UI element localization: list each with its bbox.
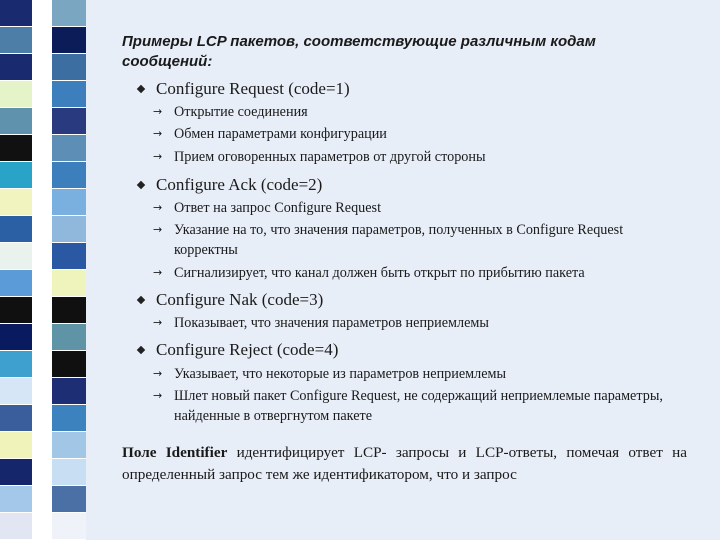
sidebar-block bbox=[0, 324, 32, 351]
identifier-field-label: Поле Identifier bbox=[122, 444, 228, 461]
sidebar-block bbox=[0, 108, 32, 135]
diamond-bullet-icon bbox=[137, 181, 145, 189]
arrow-bullet-icon: → bbox=[153, 389, 163, 402]
sidebar-block bbox=[52, 135, 86, 162]
sidebar-block bbox=[0, 486, 32, 513]
sidebar-block bbox=[0, 270, 32, 297]
sidebar-block bbox=[52, 54, 86, 81]
arrow-bullet-icon: → bbox=[153, 127, 163, 140]
arrow-bullet-icon: → bbox=[153, 223, 163, 236]
sidebar-block bbox=[52, 459, 86, 486]
sidebar-block bbox=[0, 216, 32, 243]
sidebar-block bbox=[0, 135, 32, 162]
identifier-description: идентифицирует LCP- запросы и LCP-ответы, помечая ответ на определенный запрос тем же идентификатором, что и запрос bbox=[122, 444, 687, 483]
sidebar-block bbox=[52, 297, 86, 324]
sidebar-block bbox=[52, 378, 86, 405]
sidebar-block bbox=[0, 54, 32, 81]
diamond-bullet-icon bbox=[137, 346, 145, 354]
sidebar-block bbox=[0, 0, 32, 27]
section-header-configure-nak: Configure Nak (code=3) bbox=[156, 290, 323, 310]
sidebar-block bbox=[0, 351, 32, 378]
list-item: → Шлет новый пакет Configure Request, не содержащий неприемлемые параметры, найденные в отвергнутом пакете bbox=[153, 388, 663, 424]
sidebar-block bbox=[52, 351, 86, 378]
sidebar-block bbox=[52, 216, 86, 243]
diamond-bullet-icon bbox=[137, 296, 145, 304]
list-item: → Обмен параметрами конфигурации bbox=[153, 126, 387, 142]
identifier-paragraph bbox=[122, 442, 687, 486]
arrow-bullet-icon: → bbox=[153, 367, 163, 380]
section-header-configure-ack: Configure Ack (code=2) bbox=[156, 175, 322, 195]
list-item: → Показывает, что значения параметров неприемлемы bbox=[153, 315, 489, 331]
sidebar-block bbox=[52, 0, 86, 27]
list-item: → Сигнализирует, что канал должен быть открыт по прибытию пакета bbox=[153, 265, 585, 281]
list-item: → Ответ на запрос Configure Request bbox=[153, 200, 382, 216]
sidebar-block bbox=[52, 243, 86, 270]
section-header-configure-reject: Configure Reject (code=4) bbox=[156, 340, 338, 360]
arrow-bullet-icon: → bbox=[153, 266, 163, 279]
sidebar-block bbox=[52, 432, 86, 459]
sidebar-gap bbox=[32, 0, 52, 540]
sidebar-block bbox=[0, 27, 32, 54]
arrow-bullet-icon: → bbox=[153, 150, 163, 163]
sidebar-block bbox=[0, 162, 32, 189]
arrow-bullet-icon: → bbox=[153, 105, 163, 118]
sidebar-block bbox=[52, 189, 86, 216]
sidebar-block bbox=[0, 81, 32, 108]
list-item: → Указание на то, что значения параметров, полученных в Configure Request корректны bbox=[153, 222, 624, 258]
slide-title: Примеры LCP пакетов, соответствующие различным кодам сообщений: bbox=[122, 33, 596, 70]
sidebar-block bbox=[52, 486, 86, 513]
sidebar-block bbox=[52, 405, 86, 432]
diamond-bullet-icon bbox=[137, 85, 145, 93]
sidebar-block bbox=[0, 378, 32, 405]
decorative-sidebar bbox=[0, 0, 86, 540]
arrow-bullet-icon: → bbox=[153, 316, 163, 329]
sidebar-block bbox=[52, 27, 86, 54]
sidebar-block bbox=[0, 243, 32, 270]
sidebar-block bbox=[52, 81, 86, 108]
sidebar-block bbox=[52, 513, 86, 540]
sidebar-block bbox=[0, 513, 32, 540]
sidebar-block bbox=[52, 108, 86, 135]
list-item: → Открытие соединения bbox=[153, 104, 308, 120]
list-item: → Указывает, что некоторые из параметров неприемлемы bbox=[153, 366, 507, 382]
sidebar-block bbox=[52, 270, 86, 297]
sidebar-block bbox=[0, 405, 32, 432]
sidebar-block bbox=[0, 189, 32, 216]
sidebar-strip-left bbox=[0, 0, 32, 540]
list-item: → Прием оговоренных параметров от другой стороны bbox=[153, 149, 486, 165]
sidebar-block bbox=[52, 162, 86, 189]
sidebar-block bbox=[0, 432, 32, 459]
sidebar-strip-right bbox=[52, 0, 86, 540]
slide-content bbox=[86, 0, 720, 540]
sidebar-block bbox=[0, 459, 32, 486]
arrow-bullet-icon: → bbox=[153, 201, 163, 214]
sidebar-block bbox=[52, 324, 86, 351]
sidebar-block bbox=[0, 297, 32, 324]
section-header-configure-request: Configure Request (code=1) bbox=[156, 79, 350, 99]
